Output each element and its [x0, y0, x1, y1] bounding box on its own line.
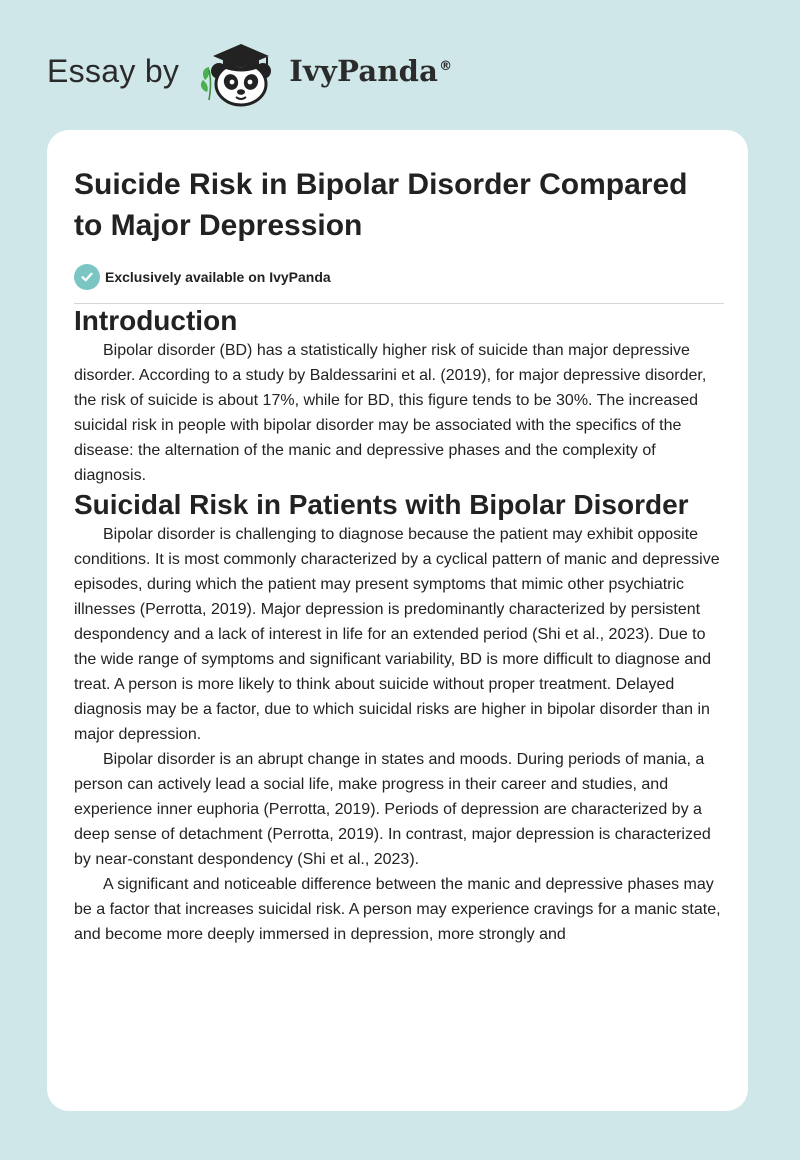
panda-graduation-cap-icon — [193, 34, 283, 108]
section-heading-suicidal-risk: Suicidal Risk in Patients with Bipolar Disorder — [74, 489, 689, 520]
brand-header — [47, 34, 452, 108]
paragraph-diagnosis: Bipolar disorder is challenging to diagnose because the patient may exhibit opposite conditions. It is most commonly characterized by a cyclical pattern of manic and depressive episodes, during which the patient may present symptoms that mimic other psychiatric illnesses (Perrotta, 2019). Major depression is predominantly characterized by persistent despondency and a lack of interest in life for an extended period (Shi et al., 2023). Due to the wide range of symptoms and significant variability, BD is more difficult to diagnose and treat. A person is more likely to think about suicide without proper treatment. Delayed diagnosis may be a factor, due to which suicidal risks are higher in bipolar disorder than in major depression. — [74, 526, 720, 743]
registered-mark: ® — [439, 59, 453, 75]
paragraph-phase-difference: A significant and noticeable difference between the manic and depressive phases may be a factor that increases suicidal risk. A person may experience cravings for a manic state, and become more deeply immersed in depression, more strongly and — [74, 876, 721, 943]
essay-content — [74, 164, 724, 947]
check-circle-icon — [74, 264, 100, 290]
exclusive-badge-text: Exclusively available on IvyPanda — [105, 269, 331, 285]
section-heading-introduction: Introduction — [74, 305, 238, 336]
brand-name: IvyPanda® — [289, 54, 453, 88]
brand-prefix: Essay by — [47, 52, 180, 89]
paragraph-introduction: Bipolar disorder (BD) has a statistically higher risk of suicide than major depressive disorder. According to a study by Baldessarini et al. (2019), for major depressive disorder, the risk of suicide is about 17%, while for BD, this figure tends to be 30%. The increased suicidal risk in people with bipolar disorder may be associated with the specifics of the disease: the alternation of the manic and depressive phases and the complexity of diagnosis. — [74, 342, 707, 484]
exclusive-badge — [74, 264, 724, 290]
paragraph-mood-changes: Bipolar disorder is an abrupt change in states and moods. During periods of mania, a person can actively lead a social life, make progress in their career and studies, and experience inner euphoria (Perrotta, 2019). Periods of depression are characterized by a deep sense of detachment (Perrotta, 2019). In contrast, major depression is characterized by near-constant despondency (Shi et al., 2023). — [74, 751, 711, 868]
essay-card — [47, 130, 748, 1111]
page-title: Suicide Risk in Bipolar Disorder Compared to Major Depression — [74, 168, 688, 242]
